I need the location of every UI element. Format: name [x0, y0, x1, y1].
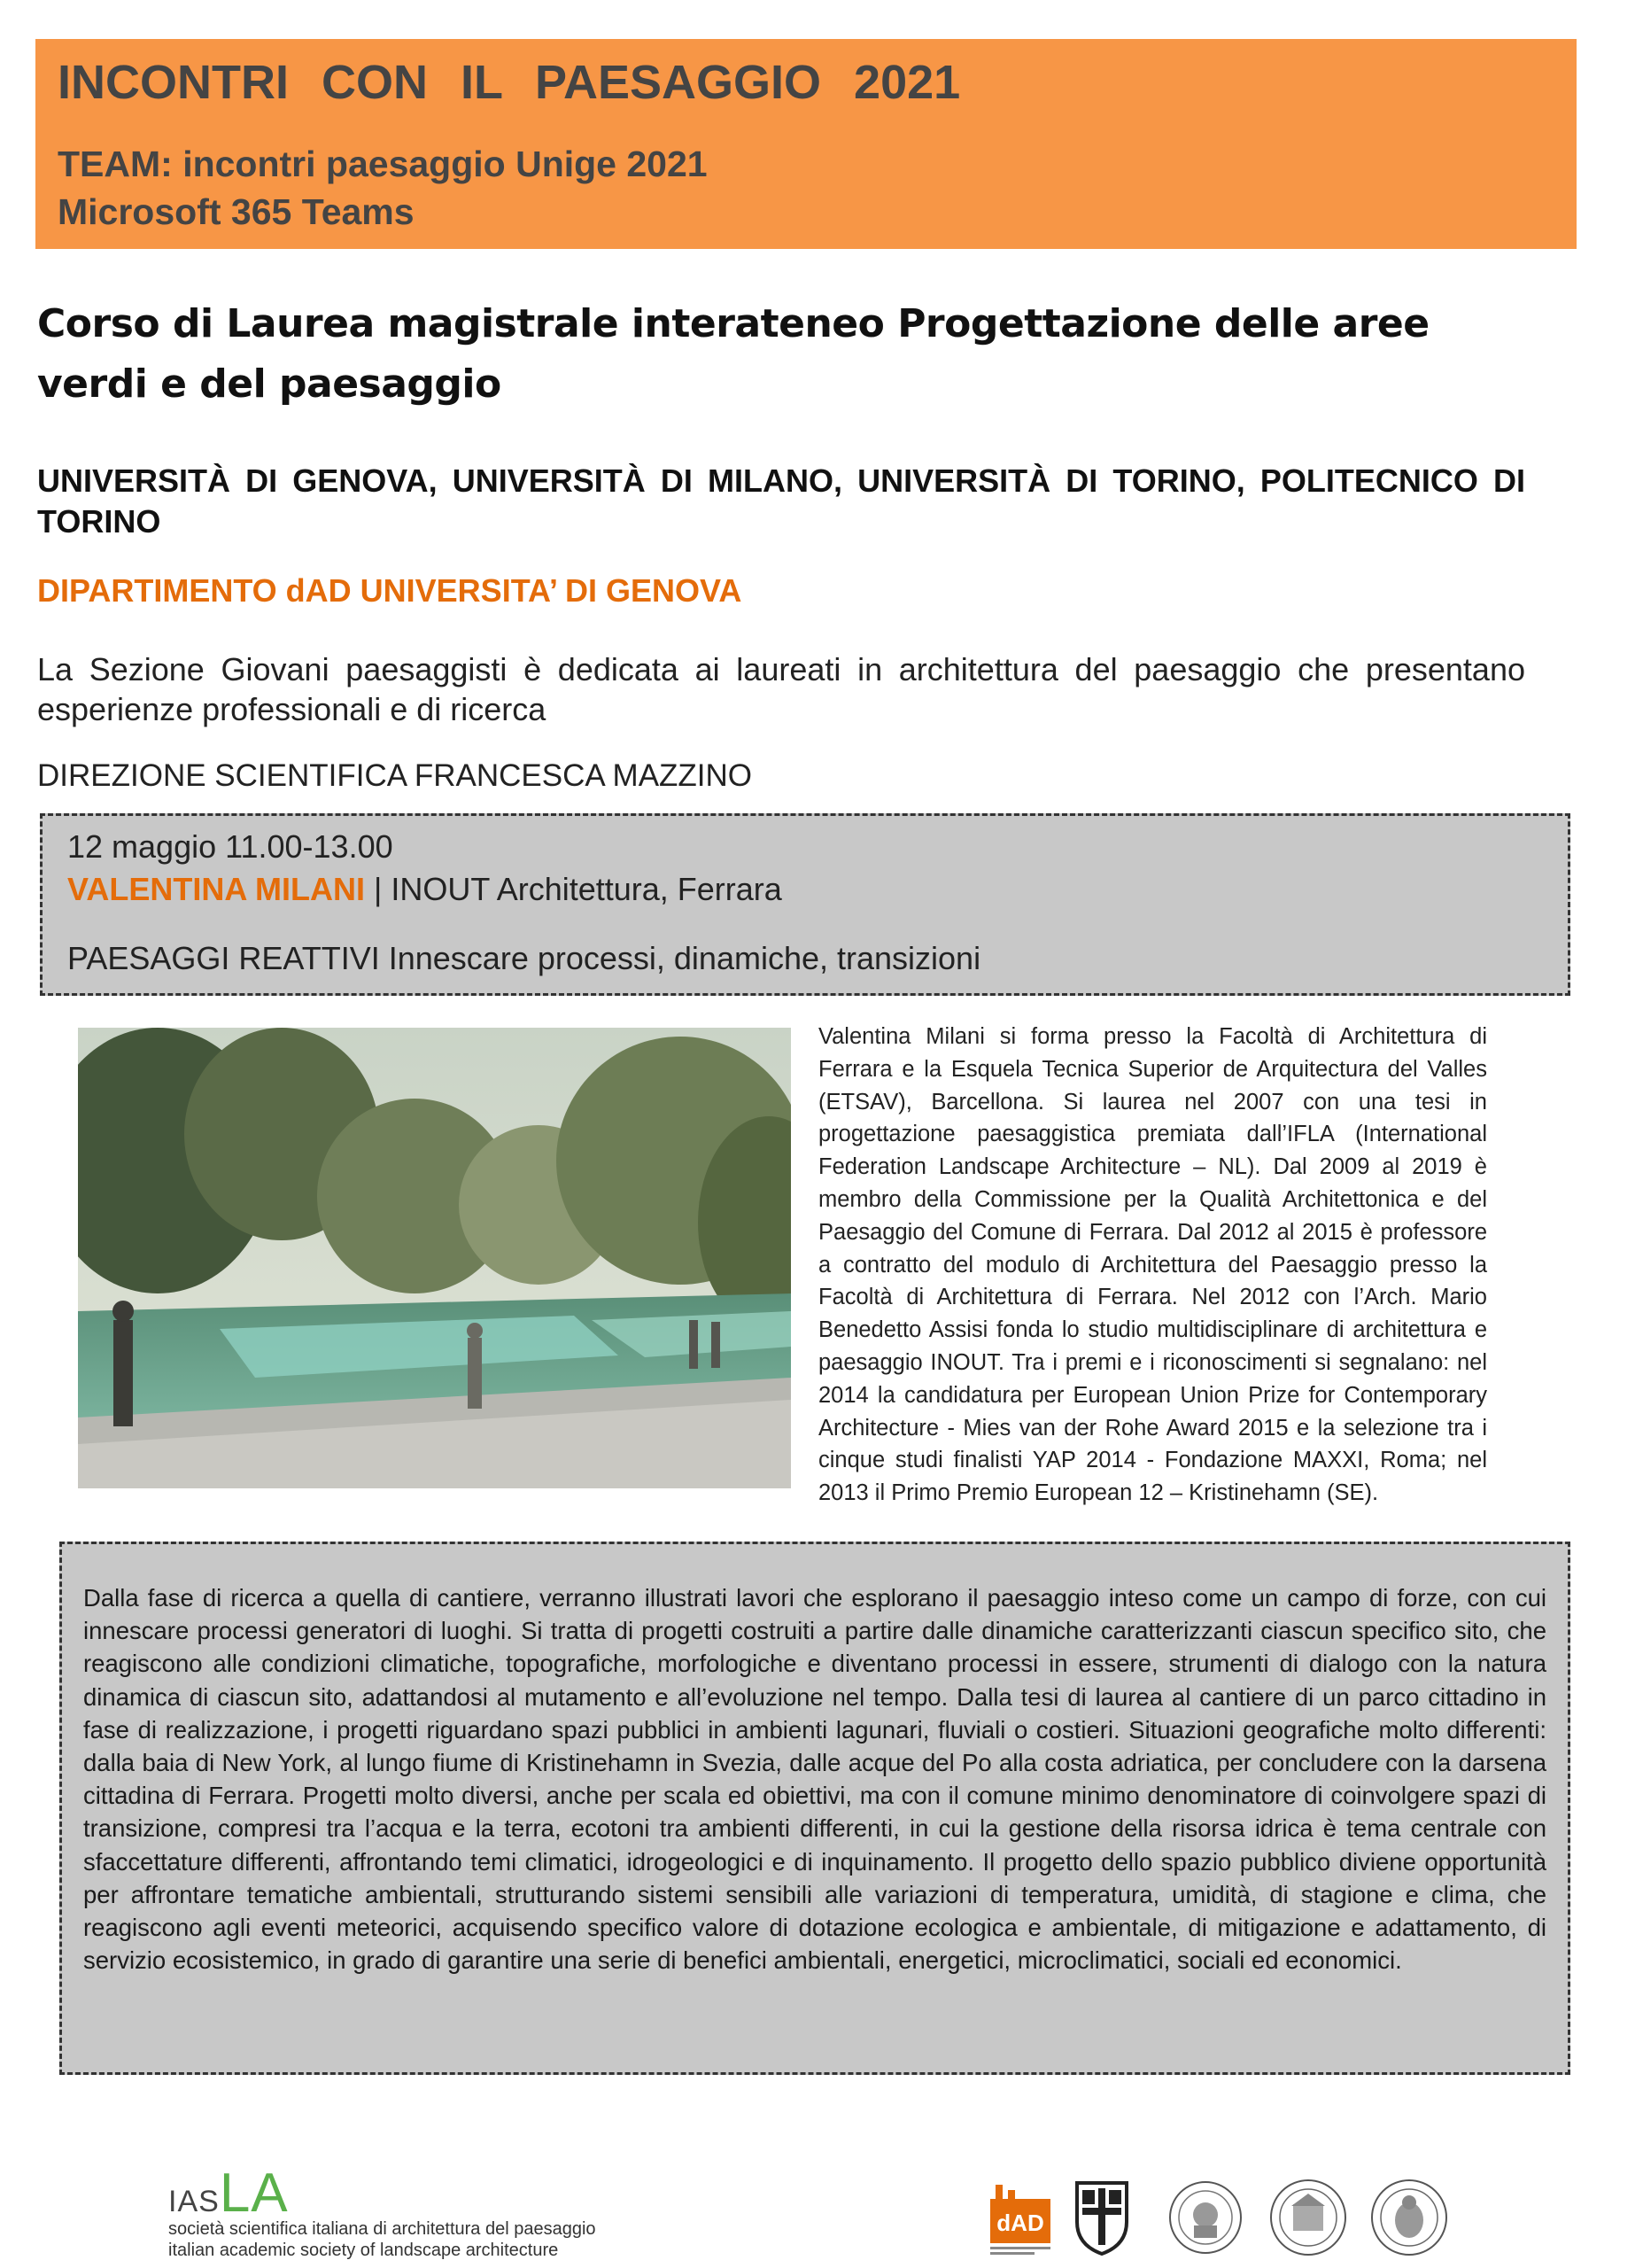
milano-seal-icon	[1167, 2179, 1244, 2256]
course-title: Corso di Laurea magistrale interateneo Progettazione delle aree verdi e del paesaggio	[37, 301, 1430, 407]
scientific-direction: DIREZIONE SCIENTIFICA FRANCESCA MAZZINO	[37, 758, 753, 793]
section-description: La Sezione Giovani paesaggisti è dedicata ai laureati in architettura del paesaggio che presentano esperienze professionali e di ricerca	[37, 651, 1525, 727]
iasla-tagline-it: società scientifica italiana di architettura del paesaggio	[168, 2219, 596, 2239]
landscape-photo	[78, 1028, 791, 1488]
universities-list: UNIVERSITÀ DI GENOVA, UNIVERSITÀ DI MILANO, UNIVERSITÀ DI TORINO, POLITECNICO DI TORINO	[37, 462, 1525, 540]
torino-seal-icon	[1369, 2178, 1449, 2257]
department-name: DIPARTIMENTO dAD UNIVERSITA’ DI GENOVA	[37, 572, 742, 609]
dad-logo-icon	[990, 2181, 1050, 2256]
event-speaker-line	[67, 871, 782, 908]
iasla-suffix: LA	[219, 2163, 289, 2224]
genova-seal-icon	[1073, 2179, 1130, 2256]
speaker-affiliation: | INOUT Architettura, Ferrara	[364, 871, 782, 907]
abstract-text: Dalla fase di ricerca a quella di cantiere, verranno illustrati lavori che esplorano il paesaggio inteso come un campo di forze, con cui innescare processi generatori di luoghi. Si tratta di progetti costruiti a partire dalle dinamiche caratterizzanti ciascun specifico sito, che reagiscono alle condizioni climatiche, topografiche, morfologiche e diventano processi in essere, strumenti di dialogo con la natura dinamica di ciascun sito, adattandosi al mutamento e all’evoluzione nel tempo. Dalla tesi di laurea al cantiere di un parco cittadino in fase di realizzazione, i progetti riguardano spazi pubblici in ambienti lagunari, fluviali o costieri. Situazioni geografiche molto differenti: dalla baia di New York, al lungo fiume di Kristinehamn in Svezia, dalle acque del Po alla costa adriatica, per concludere con la darsena cittadina di Ferrara. Progetti molto diversi, anche per scala ed obiettivi, ma con il comune minimo denominatore di coinvolgere spazi di transizione, compresi tra l’acqua e la terra, ecotoni tra ambienti differenti, in cui la gestione della risorsa idrica è tema centrale con sfaccettature differenti, affrontando temi climatici, idrogeologici e di inquinamento. Il progetto dello spazio pubblico diviene opportunità per affrontare tematiche ambientali, strutturando sistemi sensibili alle variazioni di temperatura, umidità, di stagione e clima, che reagiscono agli eventi meteorici, acquisendo specifico valore di dotazione ecologica e ambientale, di mitigazione e adattamento, di servizio ecosistemico, in grado di garantire una serie di benefici ambientali, energetici, microclimatici, sociali ed economici.	[83, 1584, 1546, 1975]
abstract-box	[59, 1542, 1570, 2075]
header-banner	[35, 39, 1577, 249]
platform-name: Microsoft 365 Teams	[58, 191, 415, 232]
iasla-prefix: IAS	[168, 2185, 220, 2218]
team-name: TEAM: incontri paesaggio Unige 2021	[58, 144, 708, 184]
dad-logo-text: dAD	[996, 2210, 1044, 2236]
event-date: 12 maggio 11.00-13.00	[67, 828, 393, 865]
speaker-bio: Valentina Milani si forma presso la Facoltà di Architettura di Ferrara e la Esquela Tecnica Superior de Arquitectura del Valles (ETSAV), Barcellona. Si laurea nel 2007 con una tesi in progettazione paesaggistica premiata dall’IFLA (International Federation Landscape Architecture – NL). Dal 2009 al 2019 è membro della Commissione per la Qualità Architettonica e del Paesaggio del Comune di Ferrara. Dal 2012 al 2015 è professore a contratto del modulo di Architettura del Paesaggio presso la Facoltà di Architettura di Ferrara. Nel 2012 con l’Arch. Mario Benedetto Assisi fonda lo studio multidisciplinare di architettura e paesaggio INOUT. Tra i premi e i riconoscimenti si segnalano: nel 2014 la candidatura per European Union Prize for Contemporary Architecture - Mies van der Rohe Award 2015 e la selezione tra i cinque studi finalisti YAP 2014 - Fondazione MAXXI, Roma; nel 2013 il Primo Premio European 12 – Kristinehamn (SE).	[818, 1024, 1487, 1506]
iasla-logo	[168, 2162, 289, 2224]
polito-seal-icon	[1268, 2178, 1348, 2257]
iasla-tagline-en: italian academic society of landscape architecture	[168, 2241, 559, 2260]
event-box	[40, 813, 1570, 996]
speaker-name: VALENTINA MILANI	[67, 871, 365, 907]
talk-title: PAESAGGI REATTIVI Innescare processi, dinamiche, transizioni	[67, 940, 981, 976]
event-series-title: INCONTRI CON IL PAESAGGIO 2021	[58, 56, 961, 109]
